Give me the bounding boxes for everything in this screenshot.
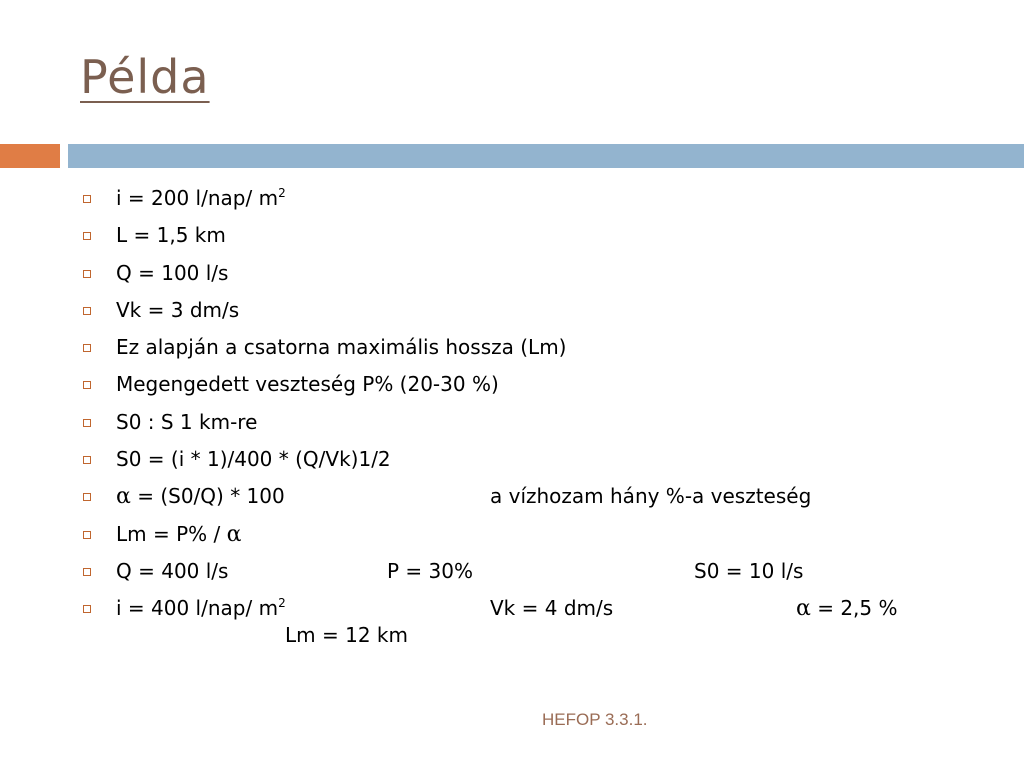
square-bullet-icon <box>83 419 91 427</box>
slide-title: Példa <box>80 50 210 104</box>
item-text: α = (S0/Q) * 100 <box>116 484 285 510</box>
square-bullet-icon <box>83 270 91 278</box>
item-text: Q = 100 l/s <box>116 260 229 285</box>
list-item <box>80 590 1000 627</box>
accent-bar-blue <box>68 144 1024 168</box>
list-item <box>80 255 1000 292</box>
superscript: 2 <box>278 596 286 611</box>
result-line: Lm = 12 km <box>285 623 408 647</box>
item-col-2: P = 30% <box>387 558 473 583</box>
list-item <box>80 292 1000 329</box>
item-text: S0 = (i * 1)/400 * (Q/Vk)1/2 <box>116 447 391 472</box>
item-text: i = 200 l/nap/ $m^2$ <box>116 186 286 210</box>
alpha-symbol: α <box>116 484 131 510</box>
list-item <box>80 478 1000 515</box>
footer-text: HEFOP 3.3.1. <box>542 710 648 729</box>
item-text: Ez alapján a csatorna maximális hossza (Lm) <box>116 335 567 360</box>
square-bullet-icon <box>83 232 91 240</box>
item-text: L = 1,5 km <box>116 223 226 248</box>
square-bullet-icon <box>83 307 91 315</box>
item-text: Lm = P% / α <box>116 521 242 547</box>
item-text: Vk = 3 dm/s <box>116 297 240 322</box>
alpha-symbol: α <box>796 596 811 622</box>
list-item <box>80 366 1000 403</box>
list-item <box>80 516 1000 553</box>
list-item <box>80 180 1000 217</box>
item-col-3: S0 = 10 l/s <box>694 558 804 583</box>
item-text: S0 : S 1 km-re <box>116 409 258 434</box>
square-bullet-icon <box>83 381 91 389</box>
accent-bar-orange <box>0 144 60 168</box>
square-bullet-icon <box>83 568 91 576</box>
item-col-2: Vk = 4 dm/s <box>490 596 614 621</box>
square-bullet-icon <box>83 344 91 352</box>
alpha-symbol: α <box>226 521 242 547</box>
square-bullet-icon <box>83 195 91 203</box>
list-item <box>80 553 1000 590</box>
item-note: a vízhozam hány %-a veszteség <box>490 484 812 509</box>
list-item <box>80 329 1000 366</box>
list-item <box>80 217 1000 254</box>
bullet-list <box>80 180 1000 628</box>
square-bullet-icon <box>83 531 91 539</box>
square-bullet-icon <box>83 605 91 613</box>
item-col-3: α = 2,5 % <box>796 596 898 622</box>
item-col-1: Q = 400 l/s <box>116 558 229 583</box>
list-item <box>80 441 1000 478</box>
item-text: Megengedett veszteség P% (20-30 %) <box>116 372 499 397</box>
superscript: 2 <box>278 186 286 200</box>
square-bullet-icon <box>83 456 91 464</box>
square-bullet-icon <box>83 493 91 501</box>
list-item <box>80 404 1000 441</box>
item-col-1: i = 400 l/nap/ $m^2$ <box>116 596 286 621</box>
